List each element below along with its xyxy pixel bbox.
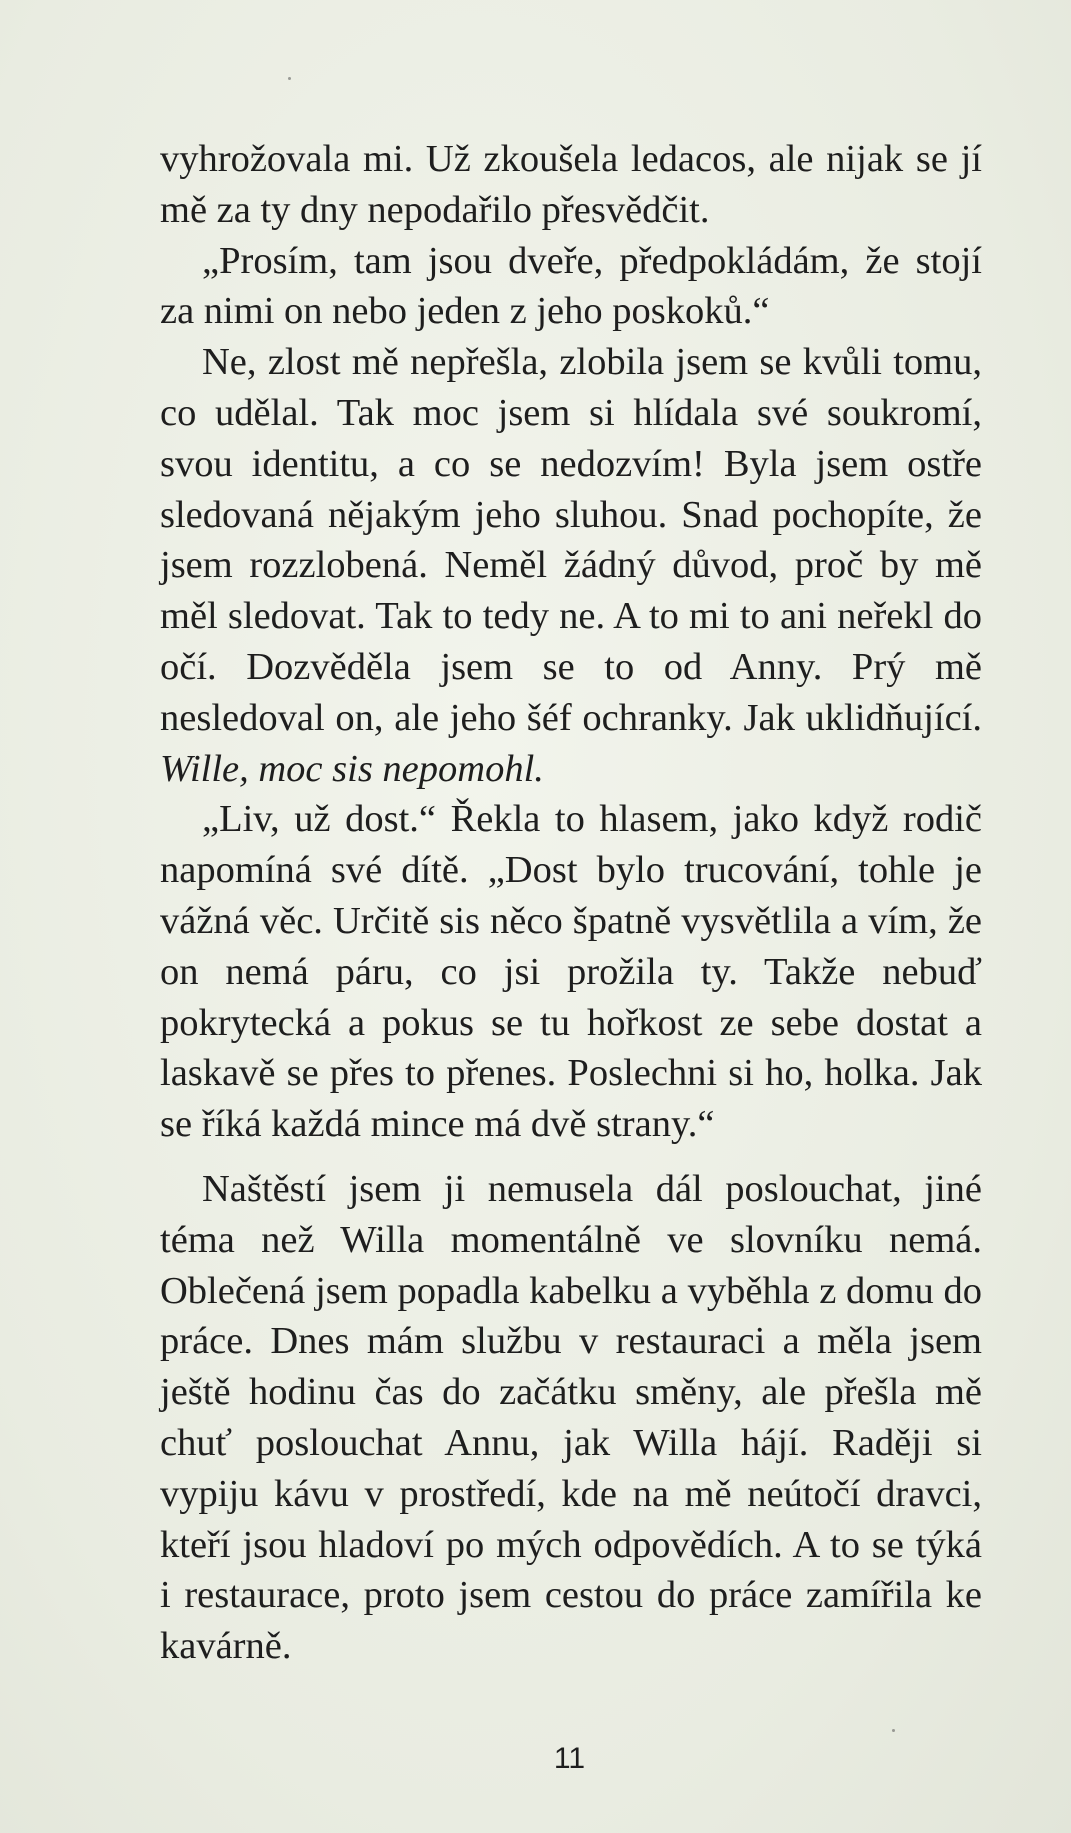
paragraph-text: „Liv, už dost.“ Řekla to hlasem, jako když rodič napomíná své dítě. „Dost bylo trucování, tohle je vážná věc. Určitě sis něco špatně vysvětlila a vím, že on nemá páru, co jsi prožila ty. Takže nebuď pokrytecká a pokus se tu hořkost ze sebe dostat a laskavě se přes to přenes. Poslechni si ho, holka. Jak se říká každá mince má dvě strany.“ <box>160 798 982 1146</box>
paragraph-text: „Prosím, tam jsou dveře, předpokládám, že stojí za nimi on nebo jeden z jeho poskoků.“ <box>160 239 982 333</box>
paper-speck <box>892 1729 895 1732</box>
page-number: 11 <box>553 1742 586 1775</box>
paper-speck <box>288 77 291 80</box>
paragraph-5 <box>160 1164 982 1672</box>
italic-phrase: Wille, moc sis nepomohl. <box>160 747 544 790</box>
paragraph-text: Ne, zlost mě nepřešla, zlobila jsem se kvůli tomu, co udělal. Tak moc jsem si hlídala své soukromí, svou identitu, a co se nedozvím! Byla jsem ostře sledovaná nějakým jeho sluhou. Snad pochopíte, že jsem rozzlobená. Neměl žádný důvod, proč by mě měl sledovat. Tak to tedy ne. A to mi to ani neřekl do očí. Dozvěděla jsem se to od Anny. Prý mě nesledoval on, ale jeho šéf ochranky. Jak uklidňující. <box>160 341 982 739</box>
paragraph-text: Naštěstí jsem ji nemusela dál poslouchat, jiné téma než Willa momentálně ve slovníku nemá. Oblečená jsem popadla kabelku a vyběhla z domu do práce. Dnes mám službu v restauraci a měla jsem ještě hodinu čas do začátku směny, ale přešla mě chuť poslouchat Annu, jak Willa hájí. Raději si vypiju kávu v prostředí, kde na mě neútočí dravci, kteří jsou hladoví po mých odpovědích. A to se týká i restaurace, proto jsem cestou do práce zamířila ke kavárně. <box>160 1167 982 1668</box>
paragraph-4 <box>160 794 982 1150</box>
paragraph-text: vyhrožovala mi. Už zkoušela ledacos, ale nijak se jí mě za ty dny nepodařilo přesvědčit. <box>160 138 982 231</box>
paragraph-1 <box>160 134 982 236</box>
paragraph-3 <box>160 337 982 794</box>
paragraph-2 <box>160 236 982 338</box>
body-text <box>160 134 982 1672</box>
